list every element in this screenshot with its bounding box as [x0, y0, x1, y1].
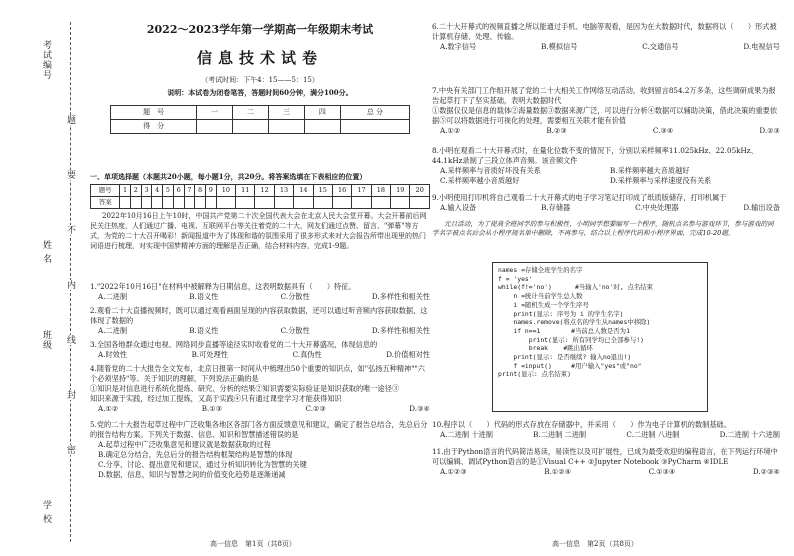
score-header-cell: 一: [197, 106, 233, 120]
answer-header-cell: 7: [184, 185, 195, 197]
code-line: n =统计当前学生总人数: [498, 292, 583, 301]
option[interactable]: D.电视信号: [743, 41, 780, 51]
code-line: print(显示: 所有同学均已全部参与!): [498, 335, 644, 344]
question-10: [432, 420, 780, 440]
exam-title: 2022～2023学年第一学期高一年级期末考试: [146, 23, 374, 36]
option[interactable]: A.二进制 十进制: [440, 429, 493, 439]
option[interactable]: B.语义性: [189, 291, 219, 301]
question-sub[interactable]: B.确定总分结合，先总后分的报告结构框架结构是智慧的体现: [98, 449, 293, 459]
answer-cell[interactable]: [236, 197, 255, 209]
option[interactable]: C.采样频率越小音质越好: [440, 175, 520, 185]
option[interactable]: A.①②③: [440, 466, 467, 476]
question-2: [90, 306, 430, 336]
answer-cell[interactable]: [205, 197, 216, 209]
option[interactable]: D.③④: [409, 403, 430, 413]
answer-cell[interactable]: [184, 197, 195, 209]
score-table: [110, 105, 410, 134]
score-header-cell: 二: [233, 106, 269, 120]
score-header-cell: 四: [304, 106, 340, 120]
option[interactable]: D.②③④: [752, 466, 780, 476]
answer-cell[interactable]: [294, 197, 313, 209]
answer-cell[interactable]: [313, 197, 332, 209]
answer-header-cell: 6: [173, 185, 184, 197]
question-sub[interactable]: A.起草过程中广泛收集意见和建议就是数据获取的过程: [98, 439, 271, 449]
answer-cell[interactable]: [120, 197, 131, 209]
score-cell[interactable]: [233, 120, 269, 134]
seal-char-seal2: 封: [65, 390, 75, 400]
question-stem: 5.党的二十大报告起草过程中广泛收集各地区各部门各方面反馈意见和建议，确定了报告总结合，先总后分的报告结构方案。下列关于数据、信息、知识和智慧描述错误的是: [90, 420, 428, 439]
answer-cell[interactable]: [391, 197, 410, 209]
option[interactable]: D.价值相对性: [386, 349, 430, 359]
question-3: [90, 340, 430, 360]
answer-header-cell: 20: [410, 185, 430, 197]
option[interactable]: B.存储器: [541, 202, 571, 212]
option[interactable]: B.①②④: [544, 466, 572, 476]
code-line: names =存储全班学生的名字: [498, 266, 583, 274]
option[interactable]: D.二进制 十六进制: [719, 429, 780, 439]
score-header-cell: 三: [269, 106, 305, 120]
answer-table: [90, 184, 430, 209]
option[interactable]: B.二进制 二进制: [533, 429, 587, 439]
option[interactable]: A.输入设备: [440, 202, 477, 212]
narrative-paragraph: 元旦活动，为了提高全班同学的参与积极性，小明同学想要编写一个程序，随机点名参与游戏环节，参与游戏的同学名字被点名后会从小程序现名单中删除，不再参与，结合以上程序代码和小程序界面，完成10-20题。: [432, 220, 774, 238]
question-7: [432, 86, 780, 136]
code-line: print(显示: 点名结束): [498, 370, 571, 379]
answer-header-cell: 12: [255, 185, 274, 197]
school-label: 学 校: [41, 500, 51, 524]
section-1-heading: 一、单项选择题（本题共20小题，每小题1分，共20分。将答案选填在下表相应的位置）: [90, 172, 367, 181]
answer-header-cell: 1: [120, 185, 131, 197]
code-line: if n==1 #当前总人数是否为1: [498, 326, 630, 335]
score-header-cell: 题 号: [111, 106, 197, 120]
code-box: [492, 262, 708, 412]
score-cell[interactable]: [269, 120, 305, 134]
option[interactable]: A.数字信号: [440, 41, 477, 51]
question-4: [90, 364, 430, 414]
question-5: [90, 420, 430, 480]
code-line: print(显示: 是否继续? 输入no退出!): [498, 353, 632, 362]
question-sub: ①知识是对信息进行系统化提炼、研究、分析的结果②知识需要实际验证是知识获取的唯一途径③: [90, 383, 400, 393]
answer-cell[interactable]: [255, 197, 274, 209]
answer-header-cell: 11: [236, 185, 255, 197]
option[interactable]: C.分散性: [280, 291, 310, 301]
code-line: f = 'yes': [498, 274, 533, 283]
score-row-label: 得 分: [111, 120, 197, 134]
answer-header-cell: 8: [195, 185, 206, 197]
answer-row-label: 答案: [91, 197, 120, 209]
answer-header-cell: 17: [352, 185, 371, 197]
option[interactable]: C.③④: [652, 125, 674, 135]
right-footer: 高一信息 第2页（共8页）: [552, 540, 638, 548]
question-sub[interactable]: D.数据，信息，知识与智慧之间的价值变化趋势是逐渐递减: [98, 469, 286, 479]
seal-char-answer: 要: [65, 170, 75, 180]
option[interactable]: B.采样频率越大音质越好: [610, 165, 690, 175]
question-stem: 3.全国各地群众通过电视、网络同步直播等途径实时收看党的二十大开幕盛况，体现信息的: [90, 340, 378, 349]
option[interactable]: B.模拟信号: [541, 41, 578, 51]
option[interactable]: C.②③: [305, 403, 326, 413]
exam-note: 说明：本试卷为闭卷笔答，答题时间60分钟，满分100分。: [167, 88, 353, 97]
code-line: while(f!='no') #当输入'no'时, 点名结束: [498, 283, 654, 292]
answer-header-cell: 4: [152, 185, 163, 197]
option[interactable]: C.二进制 八进制: [626, 429, 680, 439]
answer-header-cell: 19: [391, 185, 410, 197]
left-footer: 高一信息 第1页（共8页）: [210, 540, 296, 548]
code-line: print(显示: 序号为 i 的学生名字): [498, 309, 624, 318]
answer-header-label: 题号: [91, 185, 120, 197]
answer-cell[interactable]: [173, 197, 184, 209]
option[interactable]: C.①③④: [648, 466, 676, 476]
answer-cell[interactable]: [163, 197, 174, 209]
code-line: break #跳出循环: [498, 344, 593, 353]
question-stem: 11.由于Python语言的代码简洁易读，易读性以及可扩展性，已成为最受欢迎的编程语言，在下列运行环境中可以编辑、调试Python语言的是①Visual C++ ②Jupyter Notebook ③PyCharm ④IDLE: [432, 447, 778, 466]
answer-cell[interactable]: [141, 197, 152, 209]
code-line: names.remove(将点名的学生从names中移除): [498, 318, 651, 327]
binding-margin: [0, 0, 88, 556]
question-stem: 7.中央有关部门工作组开展了党的二十大相关工作网络互动活动，收到留言854.2万多条，这些调研成果为报告起草打下了坚实基础，表明大数据时代: [432, 86, 776, 105]
option[interactable]: A.采样频率与音质好坏没有关系: [440, 165, 541, 175]
answer-header-cell: 16: [332, 185, 351, 197]
subject-title: 信息技术试卷: [196, 49, 323, 67]
option[interactable]: D.采样频率与采样速度没有关系: [610, 175, 712, 185]
option[interactable]: B.②③: [546, 125, 567, 135]
answer-cell[interactable]: [371, 197, 390, 209]
option[interactable]: A.二进制: [98, 291, 128, 301]
score-cell[interactable]: [197, 120, 233, 134]
question-11: [432, 447, 780, 477]
option[interactable]: C.真伪性: [292, 349, 322, 359]
question-stem: 9.小明使用打印机将自己观看二十大开幕式的电子学习笔记打印成了纸质版储存，打印机属于: [432, 193, 727, 202]
answer-header-cell: 9: [205, 185, 216, 197]
option[interactable]: D.多样性和相关性: [371, 291, 430, 301]
question-sub[interactable]: C.分享、讨论、提出意见和建议，通过分析知识转化为智慧的关键: [98, 459, 307, 469]
question-6: [432, 22, 780, 52]
answer-header-cell: 2: [130, 185, 141, 197]
option[interactable]: D.输出设备: [743, 202, 780, 212]
option[interactable]: D.②③: [759, 125, 780, 135]
answer-cell[interactable]: [195, 197, 206, 209]
option[interactable]: A.①②: [440, 125, 461, 135]
answer-cell[interactable]: [130, 197, 141, 209]
answer-cell[interactable]: [152, 197, 163, 209]
answer-header-cell: 5: [163, 185, 174, 197]
option[interactable]: A.二进制: [98, 325, 128, 335]
code-line: i =随机生成一个学生序号: [498, 300, 589, 309]
seal-char-no: 不: [65, 225, 75, 235]
option[interactable]: A.①②: [98, 403, 119, 413]
answer-cell[interactable]: [352, 197, 371, 209]
name-label: 姓 名: [41, 240, 51, 264]
question-stem: 4.随着党的二十大报告全文发布，北京日报第一时间从中梳理出50个重要的知识点，如"弘扬五种精神""六个必须坚持"等。关于知识的理解，下列说法正确的是: [90, 364, 425, 383]
option[interactable]: C.分散性: [280, 325, 310, 335]
answer-header-cell: 3: [141, 185, 152, 197]
score-cell[interactable]: [304, 120, 340, 134]
option[interactable]: A.时效性: [98, 349, 128, 359]
question-stem: 10.程序以（ ）代码的形式存放在存储器中，并采用（ ）作为电子计算机的数制基础。: [432, 420, 731, 429]
class-label: 班级: [41, 330, 51, 350]
seal-char-ti: 题: [65, 115, 75, 125]
score-header-cell: 总 分: [340, 106, 409, 120]
seal-char-inside: 内: [65, 280, 75, 290]
answer-cell[interactable]: [410, 197, 430, 209]
seal-char-seal: 密: [65, 445, 75, 455]
question-8: [432, 146, 780, 186]
option[interactable]: B.①③: [201, 403, 223, 413]
option[interactable]: C.交通信号: [642, 41, 679, 51]
answer-cell[interactable]: [216, 197, 235, 209]
question-sub: ①数据仅仅是信息的载体②海量数据③数据来源广泛，可以进行分析④数据可以辅助决策，借此决策的重要依据⑤可以将数据进行可视化的处理，需要相互关联才能有价值: [432, 105, 778, 125]
answer-cell[interactable]: [274, 197, 293, 209]
option[interactable]: B.语义性: [189, 325, 219, 335]
question-9: [432, 193, 780, 213]
answer-header-cell: 13: [274, 185, 293, 197]
question-stem: 8.小明在观看二十大开幕式时，在量化位数不变的情况下，分别以采样频率11.025kHz、22.05kHz、44.1kHz录制了三段立体声音频。该音频文件: [432, 146, 758, 165]
seal-char-line: 线: [65, 335, 75, 345]
answer-header-cell: 15: [313, 185, 332, 197]
option[interactable]: D.多样性和相关性: [371, 325, 430, 335]
question-stem: 1."2022年10月16日"在材料中被解释为日期信息，这表明数据具有（ ）特征。: [90, 282, 356, 291]
option[interactable]: B.可处理性: [191, 349, 228, 359]
answer-cell[interactable]: [332, 197, 351, 209]
question-sub: 知识来源于实践，经过加工提炼，又高于实践④只有通过课堂学习才能获得知识: [90, 393, 342, 403]
answer-header-cell: 10: [216, 185, 235, 197]
answer-header-cell: 18: [371, 185, 390, 197]
question-stem: 2.观看二十大直播视频时，既可以通过观看画面呈现的内容获取数据，还可以通过听音频内容获取数据，这体现了数据的: [90, 306, 428, 325]
intro-paragraph: 2022年10月16日上午10时，中国共产党第二十次全国代表大会在北京人民大会堂开幕。大会开幕前后网民关注热度，人们通过广播、电视、互联网平台等关注着党的二十大，网友们通过点赞、留言、"弹幕"等方式，为党的二十大召开喝彩！新闻报道中为了体现和谐的氛围采用了很多形式来对大会报告所带出现里的热门词语进行梳理，对实现中国梦精神方面的理解是否正确，结合材料内容，完成1-9题。: [90, 212, 427, 250]
exam-time: （考试时间：下午4：15——5：15）: [201, 76, 319, 84]
score-cell[interactable]: [340, 120, 409, 134]
option[interactable]: C.中央处理器: [635, 202, 679, 212]
question-1: [90, 282, 430, 302]
exam-no-label: 考试编号: [41, 40, 51, 80]
code-line: f =input() #用户输入"yes"或"no": [498, 361, 642, 370]
answer-header-cell: 14: [294, 185, 313, 197]
question-stem: 6.二十大开幕式的视频直播之所以能通过手机、电脑等观看，是因为在大数据时代，数据将以（ ）形式被计算机存储、处理、传输。: [432, 22, 777, 41]
